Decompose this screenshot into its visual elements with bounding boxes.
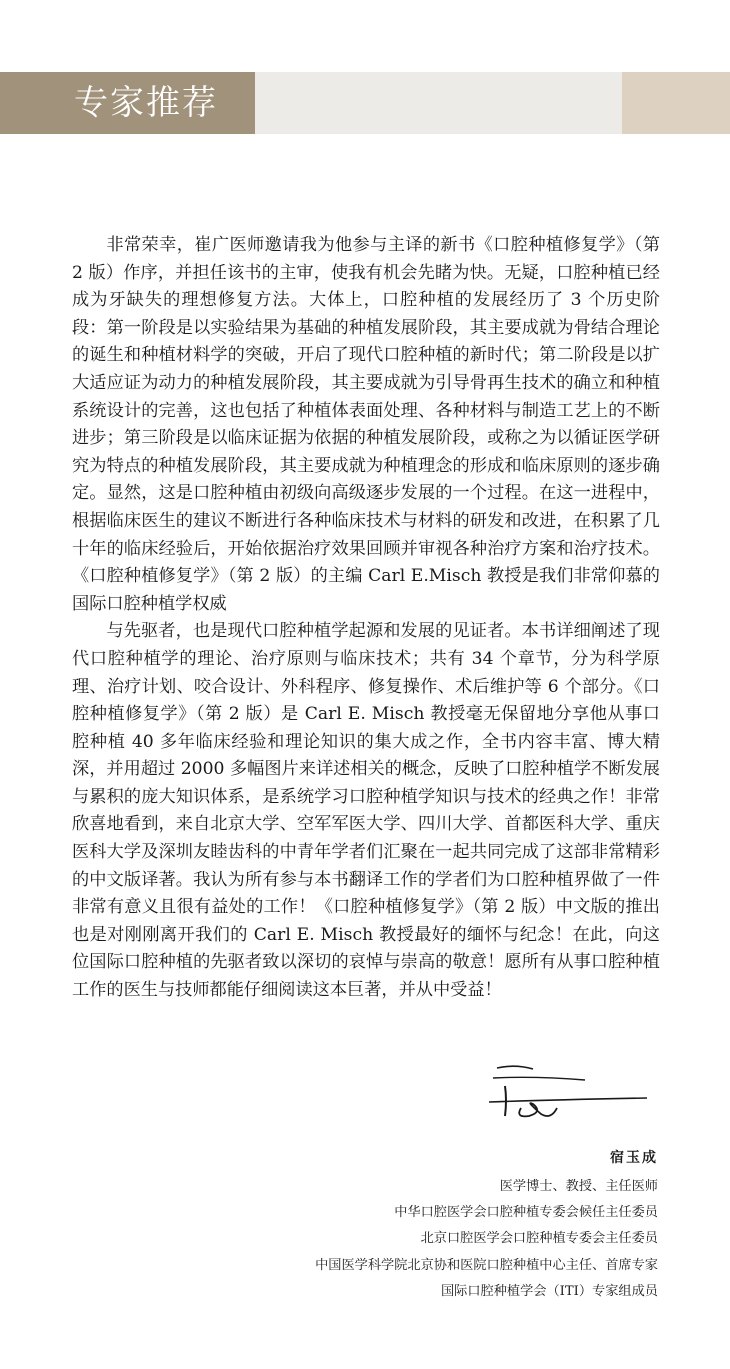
- header-accent-block: [622, 72, 730, 134]
- body-text: [72, 232, 660, 1005]
- page-title: 专家推荐: [74, 83, 218, 123]
- author-credentials: [315, 1174, 658, 1305]
- credential-line: 国际口腔种植学会（ITI）专家组成员: [440, 1283, 658, 1299]
- paragraph: 与先驱者，也是现代口腔种植学起源和发展的见证者。本书详细阐述了现代口腔种植学的理论、治疗原则与临床技术；共有 34 个章节，分为科学原理、治疗计划、咬合设计、外科程序、修复操作、术后维护等 6 个部分。《口腔种植修复学》（第 2 版）是 Carl E. Misch 教授毫无保留地分享他从事口腔种植 40 多年临床经验和理论知识的集大成之作，全书内容丰富、博大精深，并用超过 2000 多幅图片来详述相关的概念，反映了口腔种植学不断发展与累积的庞大知识体系，是系统学习口腔种植学知识与技术的经典之作！非常欣喜地看到，来自北京大学、空军军医大学、四川大学、首都医科大学、重庆医科大学及深圳友睦齿科的中青年学者们汇聚在一起共同完成了这部非常精彩的中文版译著。我认为所有参与本书翻译工作的学者们为口腔种植界做了一件非常有意义且很有益处的工作！《口腔种植修复学》（第 2 版）中文版的推出也是对刚刚离开我们的 Carl E. Misch 教授最好的缅怀与纪念！在此，向这位国际口腔种植的先驱者致以深切的哀悼与崇高的敬意！愿所有从事口腔种植工作的医生与技师都能仔细阅读这本巨著，并从中受益！: [72, 621, 660, 1001]
- header-band: [0, 72, 730, 134]
- credential-line: 北京口腔医学会口腔种植专委会主任委员: [420, 1231, 658, 1247]
- credential-line: 医学博士、教授、主任医师: [499, 1179, 658, 1194]
- paragraph: 非常荣幸，崔广医师邀请我为他参与主译的新书《口腔种植修复学》（第 2 版）作序，并担任该书的主审，使我有机会先睹为快。无疑，口腔种植已经成为牙缺失的理想修复方法。大体上，口腔种植的发展经历了 3 个历史阶段：第一阶段是以实验结果为基础的种植发展阶段，其主要成就为骨结合理论的诞生和种植材料学的突破，开启了现代口腔种植的新时代；第二阶段是以扩大适应证为动力的种植发展阶段，其主要成就为引导骨再生技术的确立和种植系统设计的完善，这也包括了种植体表面处理、各种材料与制造工艺上的不断进步；第三阶段是以临床证据为依据的种植发展阶段，或称之为以循证医学研究为特点的种植发展阶段，其主要成就为种植理念的形成和临床原则的逐步确定。显然，这是口腔种植由初级向高级逐步发展的一个过程。在这一进程中，根据临床医生的建议不断进行各种临床技术与材料的研发和改进，在积累了几十年的临床经验后，开始依据治疗效果回顾并审视各种治疗方案和治疗技术。《口腔种植修复学》（第 2 版）的主编 Carl E.Misch 教授是我们非常仰慕的国际口腔种植学权威: [72, 235, 660, 614]
- credential-line: 中华口腔医学会口腔种植专委会候任主任委员: [394, 1205, 658, 1221]
- credential-line: 中国医学科学院北京协和医院口腔种植中心主任、首席专家: [315, 1257, 658, 1273]
- header-title-box: [0, 72, 255, 134]
- signature-icon: [485, 1060, 655, 1130]
- author-name: 宿玉成: [610, 1150, 658, 1166]
